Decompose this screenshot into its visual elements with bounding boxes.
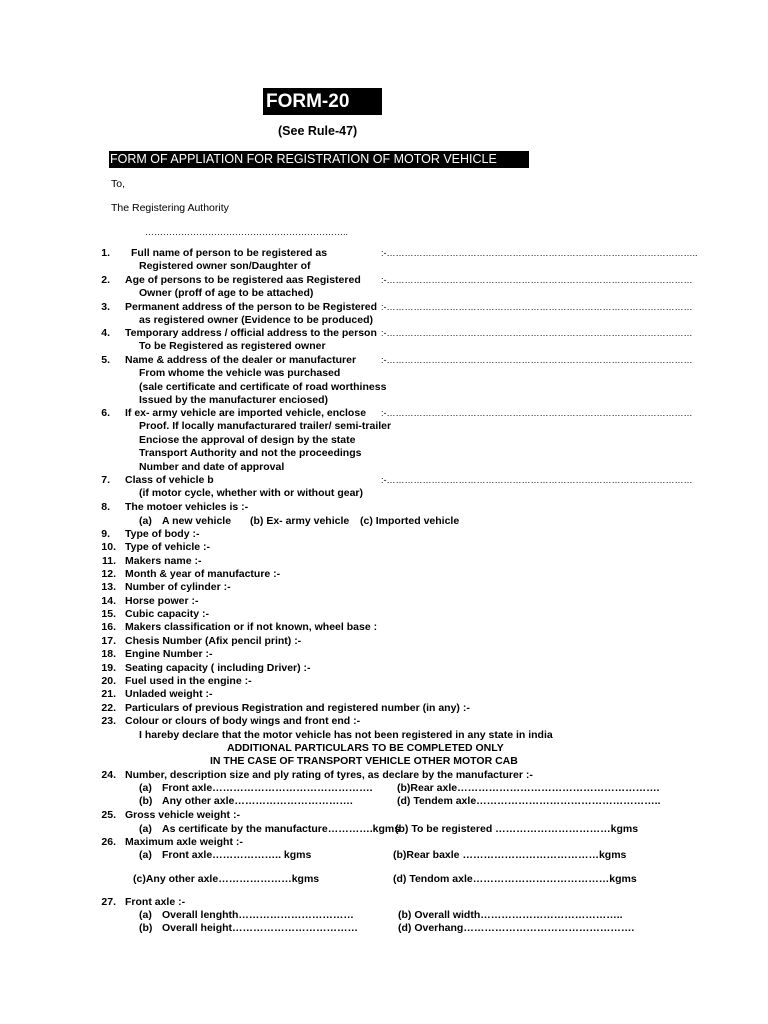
item-label-continuation: Proof. If locally manufacturared trailer/ semi-trailer: [139, 420, 392, 433]
item-number: 7.: [101, 474, 110, 486]
any-other-axle-field: Any other axle…………………………….: [162, 795, 353, 807]
item-number: 18.: [101, 648, 116, 661]
item-label: Age of persons to be registered aas Registered: [125, 274, 361, 286]
item-number: 12.: [101, 568, 116, 581]
item-label-continuation: (if motor cycle, whether with or without gear): [139, 487, 364, 500]
authority-blank: …………………………………………………………..: [145, 227, 349, 237]
item-number: 4.: [101, 327, 110, 339]
answer-blank: :-…………………………………………………………………………………………: [381, 475, 693, 485]
front-axle-weight-field: Front axle……………….. kgms: [162, 849, 312, 861]
answer-blank: :-…………………………………………………………………………………………: [381, 328, 693, 338]
option-label: (a): [139, 849, 152, 861]
item-number: 2.: [101, 274, 110, 286]
answer-blank: :-…………………………………………………………………………………………: [381, 408, 693, 418]
item-label: Makers classification or if not known, wheel base :: [125, 621, 378, 634]
form-subtitle: (See Rule-47): [278, 124, 358, 138]
item-label: Type of vehicle :-: [125, 541, 210, 554]
item-label: Month & year of manufacture :-: [125, 568, 281, 581]
additional-heading-line1: ADDITIONAL PARTICULARS TO BE COMPLETED ONLY: [227, 742, 504, 754]
item-label: Fuel used in the engine :-: [125, 674, 252, 687]
item-label: Gross vehicle weight :-: [125, 809, 240, 821]
item-label: Name & address of the dealer or manufacturer: [125, 354, 357, 366]
registering-authority: The Registering Authority: [111, 202, 229, 214]
form-banner: FORM OF APPLIATION FOR REGISTRATION OF MOTOR VEHICLE: [109, 151, 529, 168]
item-label: Chesis Number (Afix pencil print) :-: [125, 634, 302, 647]
item-label-continuation: as registered owner (Evidence to be produced): [139, 314, 373, 327]
answer-blank: :-…………………………………………………………………………………………: [381, 302, 693, 312]
certified-weight-field: As certificate by the manufacture………….kgms: [162, 823, 401, 835]
item-label: Seating capacity ( including Driver) :-: [125, 661, 311, 674]
item-number: 16.: [101, 621, 116, 634]
item-label: Class of vehicle b: [125, 474, 214, 486]
item-number: 3.: [101, 301, 110, 313]
item-label-continuation: Owner (proff of age to be attached): [139, 287, 314, 300]
item-label: Cubic capacity :-: [125, 608, 210, 621]
item-label-continuation: Transport Authority and not the proceedings: [139, 447, 362, 460]
item-label: Temporary address / official address to the person: [125, 327, 377, 339]
item-number: 10.: [101, 541, 116, 554]
item-number: 21.: [101, 688, 116, 701]
item-label: Colour or clours of body wings and front end :-: [125, 714, 361, 727]
option-label: (a): [139, 782, 152, 794]
item-number: 27.: [101, 896, 116, 908]
item-number: 19.: [101, 661, 116, 674]
item-label: Makers name :-: [125, 554, 202, 567]
item-number: 25.: [101, 809, 116, 821]
item-label: Number of cylinder :-: [125, 581, 231, 594]
item-label-continuation: To be Registered as registered owner: [139, 340, 326, 353]
item-label: The motoer vehicles is :-: [125, 501, 249, 513]
salutation: To,: [111, 178, 126, 190]
option-label: (b): [139, 922, 153, 934]
overall-height-field: Overall height………………………………: [162, 922, 359, 934]
item-label: Particulars of previous Registration and registered number (in any) :-: [125, 701, 470, 714]
item-label-continuation: Number and date of approval: [139, 460, 285, 473]
answer-blank: :-…………………………………………………………………………………………..: [381, 248, 698, 258]
item-label-continuation: Enciose the approval of design by the state: [139, 433, 356, 446]
item-label: Type of body :-: [125, 528, 200, 540]
item-number: 24.: [101, 769, 116, 781]
item-number: 9.: [101, 528, 110, 540]
option-new-vehicle: A new vehicle: [162, 515, 232, 527]
option-imported-vehicle: (c) Imported vehicle: [360, 515, 460, 527]
registered-weight-field: (b) To be registered ……………………………kgms: [395, 823, 639, 835]
overall-length-field: Overall lenghth……………………………: [162, 909, 354, 921]
item-number: 15.: [101, 608, 116, 621]
item-label: Horse power :-: [125, 594, 199, 607]
item-number: 20.: [101, 674, 116, 687]
declaration-text: I hareby declare that the motor vehicle has not been registered in any state in india: [139, 729, 553, 741]
item-label: Unladed weight :-: [125, 688, 213, 701]
item-label-continuation: From whome the vehicle was purchased: [139, 367, 341, 380]
item-label: Permanent address of the person to be Registered: [125, 301, 378, 313]
front-axle-field: Front axle……………………………………….: [162, 782, 373, 794]
item-number: 8.: [101, 501, 110, 513]
item-label-continuation: Registered owner son/Daughter of: [139, 260, 311, 273]
option-label: (a): [139, 823, 152, 835]
other-axle-weight-field: (c)Any other axle…………………kgms: [133, 873, 320, 885]
item-number: 11.: [101, 554, 116, 567]
item-label: Maximum axle weight :-: [125, 836, 243, 848]
item-number: 13.: [101, 581, 116, 594]
answer-blank: :-…………………………………………………………………………………………: [381, 275, 693, 285]
item-label: Full name of person to be registered as: [131, 247, 328, 259]
rear-axle-field: (b)Rear axle………………………………………………….: [397, 782, 660, 794]
item-label: Engine Number :-: [125, 648, 213, 661]
item-number: 17.: [101, 634, 116, 647]
overhang-field: (d) Overhang………………………………………….: [398, 922, 635, 934]
item-label: If ex- army vehicle are imported vehicle, enclose: [125, 407, 367, 419]
item-number: 6.: [101, 407, 110, 419]
item-number: 5.: [101, 354, 110, 366]
item-number: 23.: [101, 714, 116, 727]
answer-blank: :-…………………………………………………………………………………………: [381, 355, 693, 365]
tendem-axle-field: (d) Tendem axle……………………………………………..: [397, 795, 661, 807]
option-label: (a): [139, 909, 152, 921]
additional-heading-line2: IN THE CASE OF TRANSPORT VEHICLE OTHER MOTOR CAB: [210, 755, 518, 767]
item-label-continuation: Issued by the manufacturer enciosed): [139, 394, 329, 407]
tendom-axle-weight-field: (d) Tendom axle…………………………………kgms: [393, 873, 637, 885]
item-label: Front axle :-: [125, 896, 186, 908]
item-label: Number, description size and ply rating of tyres, as declare by the manufacturer :-: [125, 769, 533, 781]
rear-axle-weight-field: (b)Rear baxle …………………………………kgms: [393, 849, 627, 861]
item-number: 26.: [101, 836, 116, 848]
overall-width-field: (b) Overall width…………………………………..: [398, 909, 623, 921]
item-number: 1.: [101, 247, 110, 259]
option-label: (a): [139, 515, 152, 527]
option-label: (b): [139, 795, 153, 807]
item-number: 22.: [101, 701, 116, 714]
form-title: FORM-20: [263, 88, 382, 115]
item-label-continuation: (sale certificate and certificate of road worthiness: [139, 380, 387, 393]
option-ex-army-vehicle: (b) Ex- army vehicle: [250, 515, 350, 527]
item-number: 14.: [101, 594, 116, 607]
